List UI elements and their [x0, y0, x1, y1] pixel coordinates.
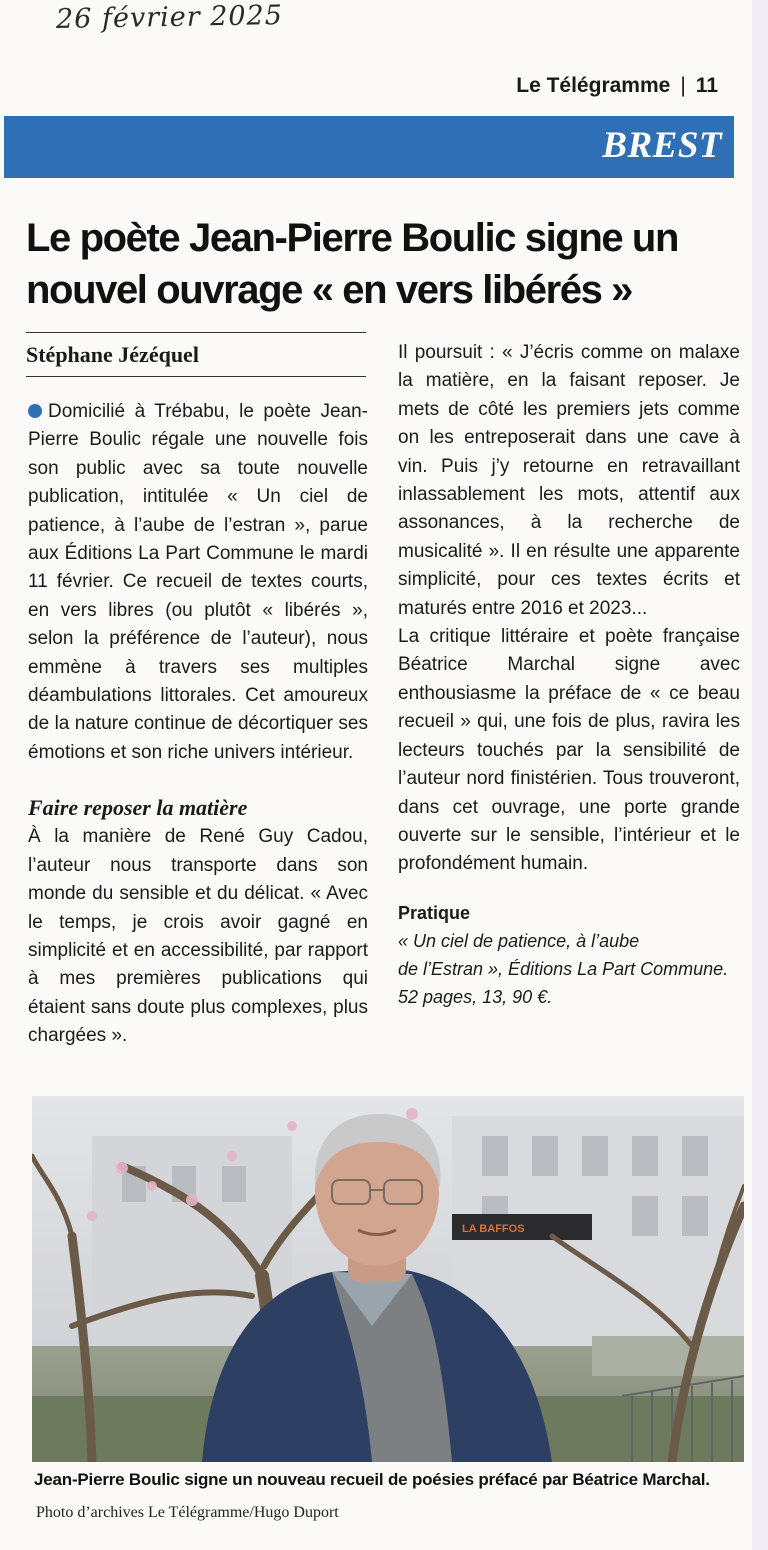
photo-credit: Photo d’archives Le Télégramme/Hugo Duport — [36, 1504, 339, 1521]
paragraph-4: La critique littéraire et poète française Béatrice Marchal signe avec enthousiasme la préface de « ce beau recueil » qui, une fois de plus, ravira les lecteurs touchés par la sensibilité de l’auteur nord finistérien. Tous trouveront, dans cet ouvrage, une porte grande ouverte sur le sensible, l’intérieur et le profondément humain. — [398, 626, 740, 875]
section-band — [4, 116, 734, 178]
newspaper-name: Le Télégramme — [516, 74, 671, 97]
page-number: 11 — [695, 74, 718, 97]
article-column-2 — [398, 339, 740, 1011]
paragraph-2: À la manière de René Guy Cadou, l’auteur nous transporte dans son monde du sensible et du délicat. « Avec le temps, je crois avoir gagné en simplicité et en accessibilité, par rapport à mes premières publications qui étaient sans doute plus complexes, plus chargées ». — [28, 826, 368, 1047]
byline-rule-top — [26, 332, 366, 333]
bullet-icon — [28, 404, 42, 418]
pratique-title: Pratique — [398, 902, 471, 923]
section-label: BREST — [602, 125, 722, 166]
handwritten-date: 26 février 2025 — [55, 0, 284, 35]
masthead-separator: | — [680, 74, 686, 97]
masthead — [516, 74, 718, 98]
pratique-line-1: « Un ciel de patience, à l’aube — [398, 931, 640, 952]
pratique-info — [398, 927, 740, 1011]
article-photo — [32, 1096, 744, 1462]
photo-illustration — [32, 1096, 744, 1462]
shop-sign: LA BAFFOS — [462, 1223, 525, 1235]
intro-text: Domicilié à Trébabu, le poète Jean-Pierre Boulic régale une nouvelle fois son public avec sa toute nouvelle publication, intitulée « Un ciel de patience, à l’aube de l’estran », parue aux Éditions La Part Commune le mardi 11 février. Ce recueil de textes courts, en vers libres (ou plutôt « libérés », selon la préférence de l’auteur), nous emmène à travers ses multiples déambulations littorales. Cet amoureux de la nature continue de décortiquer ses émotions et son riche univers intérieur. — [28, 401, 368, 763]
photo-caption: Jean-Pierre Boulic signe un nouveau recueil de poésies préfacé par Béatrice Marchal. — [34, 1470, 710, 1489]
subheading: Faire reposer la matière — [28, 795, 248, 821]
intro-paragraph — [28, 398, 368, 767]
pratique-line-3: 52 pages, 13, 90 €. — [398, 987, 553, 1008]
paragraph-3: Il poursuit : « J’écris comme on malaxe la matière, en la faisant reposer. Je mets de côté les premiers jets comme on les entreposerait dans une cave à vin. Puis j’y retourne en retravaillant inlassablement les mots, attentif aux assonances, à la recherche de musicalité ». Il en résulte une apparente simplicité, pour ces textes écrits et maturés entre 2016 et 2023... — [398, 342, 740, 619]
headline: Le poète Jean-Pierre Boulic signe un nouvel ouvrage « en vers libérés » — [26, 216, 679, 312]
byline: Stéphane Jézéquel — [26, 342, 199, 367]
article-column-1 — [28, 398, 368, 1051]
pratique-line-2: de l’Estran », Éditions La Part Commune. — [398, 959, 729, 980]
byline-rule-bottom — [26, 376, 366, 377]
